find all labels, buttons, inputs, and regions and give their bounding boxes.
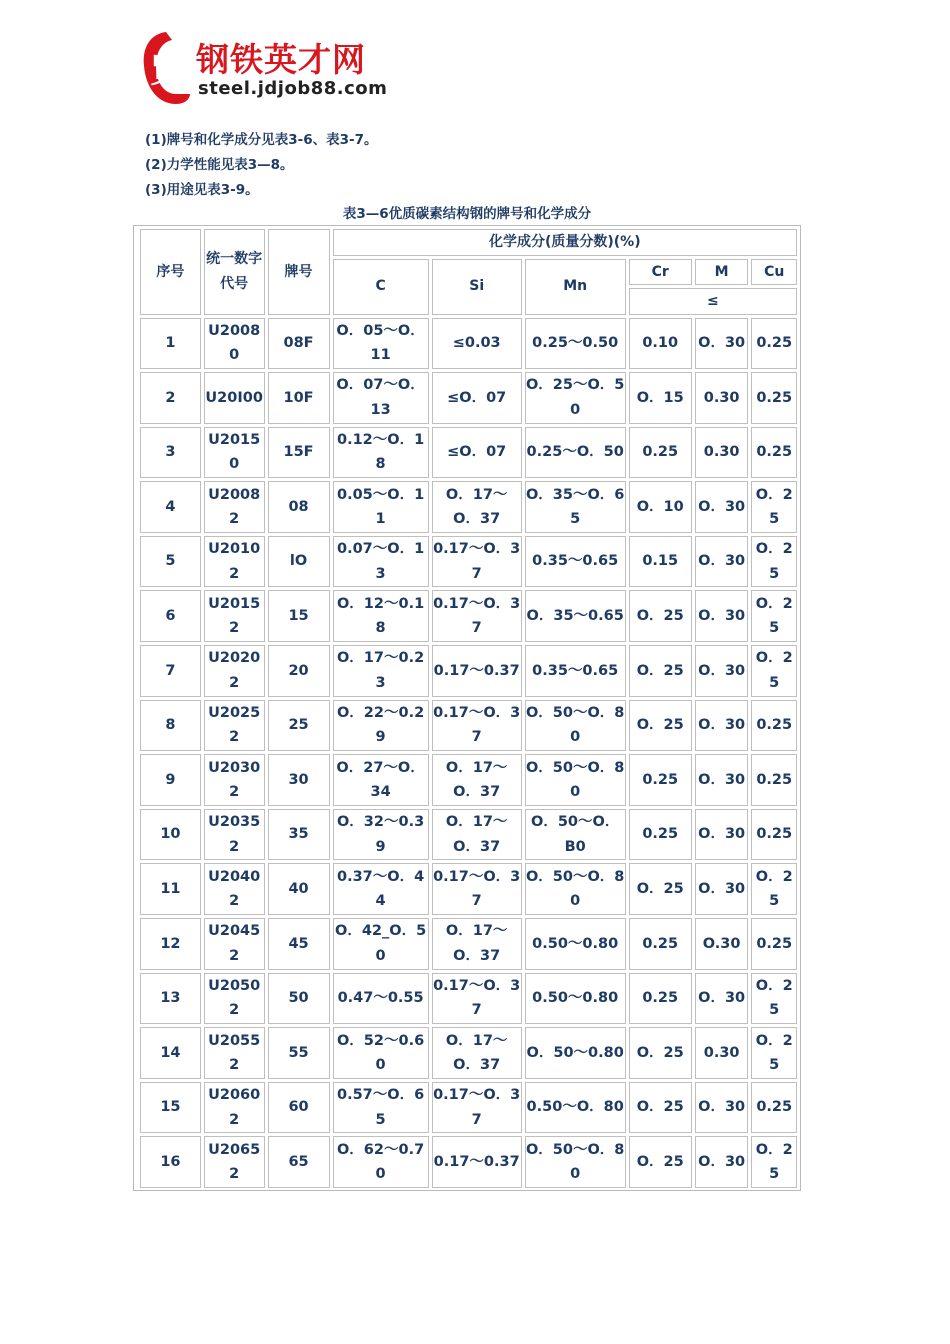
cell-c: O．12～0.18	[333, 590, 429, 642]
cell-grade: 50	[268, 973, 330, 1025]
cell-cr: 0.25	[629, 427, 692, 479]
cell-cr: O．25	[629, 590, 692, 642]
cell-m: O．30	[695, 645, 749, 697]
cell-grade: 08F	[268, 318, 330, 370]
intro-line-3: (3)用途见表3-9。	[145, 182, 259, 198]
cell-code: U20102	[204, 536, 265, 588]
cell-mn: O．50～O．80	[525, 863, 626, 915]
cell-cr: O．15	[629, 372, 692, 424]
table-row	[140, 754, 797, 806]
cell-c: O．62～0.70	[333, 1136, 429, 1188]
cell-m: O．30	[695, 590, 749, 642]
cell-code: U20352	[204, 809, 265, 861]
table-row	[140, 590, 797, 642]
cell-no: 1	[140, 318, 201, 370]
cell-cr: 0.25	[629, 918, 692, 970]
cell-no: 13	[140, 973, 201, 1025]
cell-cu: 0.25	[751, 809, 797, 861]
header-no: 序号	[140, 229, 201, 315]
composition-table-frame	[133, 225, 801, 1191]
cell-m: O．30	[695, 973, 749, 1025]
header-m: M	[695, 259, 749, 286]
cell-cu: 0.25	[751, 918, 797, 970]
cell-mn: O．35～0.65	[525, 590, 626, 642]
cell-cr: O．25	[629, 1082, 692, 1134]
cell-mn: O．50～0.80	[525, 1027, 626, 1079]
cell-no: 14	[140, 1027, 201, 1079]
header-composition: 化学成分(质量分数)(%)	[333, 229, 797, 256]
site-logo[interactable]	[140, 30, 400, 110]
table-caption: 表3—6优质碳素结构钢的牌号和化学成分	[342, 206, 592, 222]
logo-mark-text: 览	[150, 51, 184, 91]
cell-no: 12	[140, 918, 201, 970]
cell-m: O．30	[695, 863, 749, 915]
cell-si: ≤O．07	[432, 372, 522, 424]
cell-cu: 0.25	[751, 754, 797, 806]
cell-grade: 60	[268, 1082, 330, 1134]
cell-cu: O．25	[751, 863, 797, 915]
cell-c: O．07～O．13	[333, 372, 429, 424]
table-row	[140, 973, 797, 1025]
cell-cu: O．25	[751, 1027, 797, 1079]
cell-m: O．30	[695, 754, 749, 806]
cell-m: 0.30	[695, 1027, 749, 1079]
cell-grade: 15F	[268, 427, 330, 479]
cell-grade: 65	[268, 1136, 330, 1188]
cell-si: O．17～O．37	[432, 1027, 522, 1079]
cell-cu: O．25	[751, 973, 797, 1025]
cell-grade: 40	[268, 863, 330, 915]
cell-grade: 10F	[268, 372, 330, 424]
composition-table	[137, 226, 800, 1191]
intro-line-2: (2)力学性能见表3—8。	[145, 157, 294, 173]
cell-code: U20252	[204, 700, 265, 752]
cell-si: O．17～O．37	[432, 918, 522, 970]
cell-m: O．30	[695, 1082, 749, 1134]
cell-cu: 0.25	[751, 1082, 797, 1134]
cell-grade: 55	[268, 1027, 330, 1079]
logo-url: steel.jdjob88.com	[198, 78, 388, 99]
header-cu: Cu	[751, 259, 797, 286]
cell-m: O．30	[695, 1136, 749, 1188]
cell-c: 0.37～O．44	[333, 863, 429, 915]
cell-mn: O．50～O．B0	[525, 809, 626, 861]
cell-cu: O．25	[751, 481, 797, 533]
cell-no: 6	[140, 590, 201, 642]
header-si: Si	[432, 259, 522, 315]
cell-cr: O．25	[629, 1136, 692, 1188]
table-row	[140, 700, 797, 752]
table-row	[140, 318, 797, 370]
cell-mn: 0.50～0.80	[525, 973, 626, 1025]
cell-si: 0.17～0.37	[432, 1136, 522, 1188]
intro-line-1: (1)牌号和化学成分见表3-6、表3-7。	[145, 132, 378, 148]
cell-m: O.30	[695, 918, 749, 970]
cell-grade: 25	[268, 700, 330, 752]
cell-c: O．52～0.60	[333, 1027, 429, 1079]
cell-mn: O．50～O．80	[525, 1136, 626, 1188]
cell-grade: 45	[268, 918, 330, 970]
table-row	[140, 1027, 797, 1079]
table-row	[140, 1136, 797, 1188]
cell-mn: O．50～O．80	[525, 700, 626, 752]
cell-mn: 0.35～0.65	[525, 536, 626, 588]
table-row	[140, 809, 797, 861]
cell-m: O．30	[695, 318, 749, 370]
cell-mn: O．35～O．65	[525, 481, 626, 533]
table-row	[140, 863, 797, 915]
cell-cu: O．25	[751, 645, 797, 697]
cell-code: U20652	[204, 1136, 265, 1188]
cell-code: U20602	[204, 1082, 265, 1134]
cell-m: O．30	[695, 809, 749, 861]
cell-grade: 30	[268, 754, 330, 806]
cell-si: 0.17～O．37	[432, 536, 522, 588]
header-c: C	[333, 259, 429, 315]
cell-cr: 0.15	[629, 536, 692, 588]
cell-grade: 35	[268, 809, 330, 861]
table-row	[140, 536, 797, 588]
cell-cr: 0.25	[629, 809, 692, 861]
cell-si: ≤O．07	[432, 427, 522, 479]
cell-si: 0.17～O．37	[432, 1082, 522, 1134]
cell-grade: 15	[268, 590, 330, 642]
cell-c: O．42_O．50	[333, 918, 429, 970]
cell-code: U20152	[204, 590, 265, 642]
cell-no: 15	[140, 1082, 201, 1134]
cell-no: 2	[140, 372, 201, 424]
table-row	[140, 1082, 797, 1134]
cell-c: 0.57～O．65	[333, 1082, 429, 1134]
cell-cu: 0.25	[751, 427, 797, 479]
header-cr: Cr	[629, 259, 692, 286]
cell-si: 0.17～O．37	[432, 863, 522, 915]
header-mn: Mn	[525, 259, 626, 315]
cell-mn: 0.25～0.50	[525, 318, 626, 370]
cell-m: O．30	[695, 481, 749, 533]
cell-mn: O．25～O．50	[525, 372, 626, 424]
cell-no: 8	[140, 700, 201, 752]
cell-cr: O．25	[629, 1027, 692, 1079]
table-row	[140, 372, 797, 424]
cell-c: 0.05～O．11	[333, 481, 429, 533]
intro-paragraphs	[145, 128, 378, 203]
cell-c: O．27～O．34	[333, 754, 429, 806]
cell-code: U20I00	[204, 372, 265, 424]
cell-c: O．17～0.23	[333, 645, 429, 697]
cell-cu: 0.25	[751, 318, 797, 370]
cell-code: U20302	[204, 754, 265, 806]
cell-no: 11	[140, 863, 201, 915]
cell-code: U20202	[204, 645, 265, 697]
cell-c: 0.07～O．13	[333, 536, 429, 588]
cell-cu: O．25	[751, 1136, 797, 1188]
header-code: 统一数字代号	[204, 229, 265, 315]
cell-cr: 0.10	[629, 318, 692, 370]
table-row	[140, 481, 797, 533]
logo-mark-icon	[140, 30, 192, 106]
cell-cu: 0.25	[751, 372, 797, 424]
cell-no: 10	[140, 809, 201, 861]
cell-cu: 0.25	[751, 700, 797, 752]
cell-si: 0.17～O．37	[432, 590, 522, 642]
cell-mn: 0.50～O．80	[525, 1082, 626, 1134]
cell-grade: 08	[268, 481, 330, 533]
cell-si: 0.17～0.37	[432, 645, 522, 697]
header-grade: 牌号	[268, 229, 330, 315]
cell-m: O．30	[695, 700, 749, 752]
cell-code: U20452	[204, 918, 265, 970]
cell-si: O．17～O．37	[432, 481, 522, 533]
cell-c: O．32～0.39	[333, 809, 429, 861]
cell-si: O．17～O．37	[432, 809, 522, 861]
header-max-symbol: ≤	[629, 288, 797, 315]
cell-mn: 0.25～O．50	[525, 427, 626, 479]
cell-cr: O．10	[629, 481, 692, 533]
cell-grade: lO	[268, 536, 330, 588]
cell-mn: 0.50～0.80	[525, 918, 626, 970]
cell-no: 7	[140, 645, 201, 697]
cell-code: U20080	[204, 318, 265, 370]
cell-cu: O．25	[751, 536, 797, 588]
cell-no: 4	[140, 481, 201, 533]
cell-c: 0.12～O．18	[333, 427, 429, 479]
cell-m: O．30	[695, 536, 749, 588]
cell-cr: O．25	[629, 863, 692, 915]
cell-cr: 0.25	[629, 754, 692, 806]
cell-code: U20552	[204, 1027, 265, 1079]
table-row	[140, 645, 797, 697]
cell-code: U20502	[204, 973, 265, 1025]
cell-mn: 0.35～0.65	[525, 645, 626, 697]
cell-c: 0.47～0.55	[333, 973, 429, 1025]
cell-code: U20402	[204, 863, 265, 915]
table-row	[140, 918, 797, 970]
cell-m: 0.30	[695, 427, 749, 479]
cell-no: 16	[140, 1136, 201, 1188]
cell-no: 3	[140, 427, 201, 479]
cell-si: 0.17～O．37	[432, 973, 522, 1025]
cell-cr: O．25	[629, 700, 692, 752]
logo-text: 钢铁英才网	[196, 40, 366, 79]
cell-m: 0.30	[695, 372, 749, 424]
table-row	[140, 427, 797, 479]
cell-c: O．05～O．11	[333, 318, 429, 370]
cell-si: ≤0.03	[432, 318, 522, 370]
cell-no: 9	[140, 754, 201, 806]
cell-si: 0.17～O．37	[432, 700, 522, 752]
cell-c: O．22～0.29	[333, 700, 429, 752]
cell-si: O．17～O．37	[432, 754, 522, 806]
cell-no: 5	[140, 536, 201, 588]
cell-code: U20150	[204, 427, 265, 479]
cell-cr: O．25	[629, 645, 692, 697]
cell-mn: O．50～O．80	[525, 754, 626, 806]
cell-grade: 20	[268, 645, 330, 697]
cell-code: U20082	[204, 481, 265, 533]
cell-cr: 0.25	[629, 973, 692, 1025]
cell-cu: O．25	[751, 590, 797, 642]
